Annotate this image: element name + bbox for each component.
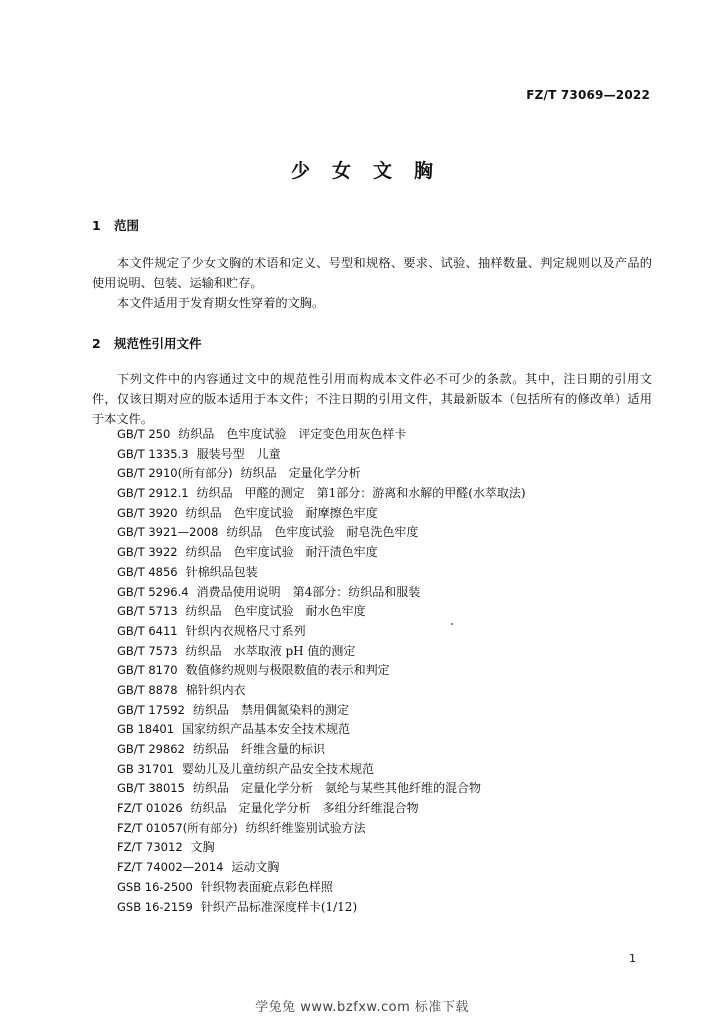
reference-code: GB/T 5296.4 [117, 584, 189, 599]
reference-code: FZ/T 01057(所有部分) [117, 820, 238, 835]
reference-title: 服装号型 儿童 [196, 446, 281, 461]
reference-item [117, 523, 526, 543]
section-1-title: 范围 [114, 218, 140, 233]
reference-item [117, 819, 526, 839]
section-2-number: 2 [92, 336, 101, 351]
reference-code: FZ/T 74002—2014 [117, 860, 224, 875]
page-number: 1 [629, 952, 636, 965]
reference-title: 文胸 [190, 840, 215, 855]
reference-title: 纺织品 色牢度试验 耐水色牢度 [185, 604, 366, 619]
reference-item [117, 563, 526, 583]
reference-code: GB 31701 [117, 761, 175, 776]
reference-code: FZ/T 01026 [117, 801, 183, 816]
section-1-paragraph-2: 本文件适用于发育期女性穿着的文胸。 [117, 296, 325, 310]
reference-item [117, 445, 526, 465]
reference-title: 棉针织内衣 [185, 682, 246, 697]
reference-title: 纺织品 色牢度试验 耐皂洗色牢度 [226, 525, 419, 540]
reference-title: 纺织品 色牢度试验 耐汗渍色牢度 [185, 545, 378, 560]
reference-code: GB 18401 [117, 722, 175, 737]
reference-title: 纺织品 色牢度试验 耐摩擦色牢度 [185, 505, 378, 520]
reference-item [117, 464, 526, 484]
reference-item [117, 642, 526, 662]
reference-code: GB/T 8170 [117, 663, 178, 678]
reference-item [117, 543, 526, 563]
reference-code: GB/T 3922 [117, 545, 178, 560]
reference-code: GB/T 4856 [117, 564, 178, 579]
reference-title: 运动文胸 [231, 860, 280, 875]
reference-title: 针织产品标准深度样卡(1/12) [200, 899, 358, 914]
reference-code: GB/T 250 [117, 427, 171, 441]
reference-code: FZ/T 73012 [117, 840, 183, 855]
reference-code: GSB 16-2159 [117, 899, 193, 914]
reference-item [117, 602, 526, 622]
reference-item [117, 661, 526, 681]
reference-code: GB/T 3920 [117, 505, 178, 520]
reference-title: 纺织品 禁用偶氮染料的测定 [192, 702, 349, 717]
reference-item [117, 720, 526, 740]
section-2-title: 规范性引用文件 [114, 336, 202, 351]
section-1-paragraph-1: 本文件规定了少女文胸的术语和定义、号型和规格、要求、试验、抽样数量、判定规则以及产品的使用说明、包装、运输和贮存。 [92, 256, 652, 290]
reference-title: 国家纺织产品基本安全技术规范 [182, 722, 351, 737]
reference-item [117, 425, 526, 445]
reference-title: 婴幼儿及儿童纺织产品安全技术规范 [182, 761, 375, 776]
reference-title: 针棉织品包装 [185, 564, 258, 579]
reference-item [117, 740, 526, 760]
reference-code: GB/T 7573 [117, 643, 178, 658]
reference-item [117, 799, 526, 819]
reference-code: GB/T 2912.1 [117, 486, 189, 501]
section-1-number: 1 [92, 218, 101, 233]
reference-item [117, 760, 526, 780]
reference-code: GB/T 6411 [117, 623, 178, 638]
scan-speck [451, 623, 453, 625]
reference-code: GB/T 38015 [117, 781, 185, 796]
reference-code: GB/T 5713 [117, 604, 178, 619]
reference-code: GB/T 8878 [117, 682, 178, 697]
document-title: 少女文胸 [290, 160, 455, 182]
reference-code: GB/T 2910(所有部分) [117, 466, 233, 481]
reference-title: 纺织品 定量化学分析 多组分纤维混合物 [190, 801, 419, 816]
reference-title: 纺织品 甲醛的测定 第1部分：游离和水解的甲醛(水萃取法) [196, 486, 526, 501]
reference-item [117, 484, 526, 504]
reference-title: 针织内衣规格尺寸系列 [185, 623, 306, 638]
reference-code: GB/T 29862 [117, 742, 185, 756]
reference-title: 纺织品 色牢度试验 评定变色用灰色样卡 [178, 427, 407, 441]
reference-item [117, 858, 526, 878]
reference-title: 纺织品 水萃取液 pH 值的测定 [185, 643, 356, 658]
reference-title: 消费品使用说明 第4部分：纺织品和服装 [196, 584, 421, 599]
reference-title: 纺织品 定量化学分析 氨纶与某些其他纤维的混合物 [192, 781, 481, 796]
reference-title: 针织物表面疵点彩色样照 [200, 879, 333, 894]
reference-title: 纺织纤维鉴别试验方法 [245, 820, 366, 835]
reference-title: 纺织品 纤维含量的标识 [192, 742, 325, 756]
reference-item [117, 681, 526, 701]
reference-list [117, 425, 526, 917]
reference-title: 纺织品 定量化学分析 [240, 466, 361, 481]
section-2-heading [92, 334, 202, 352]
reference-code: GSB 16-2500 [117, 879, 193, 894]
reference-code: GB/T 1335.3 [117, 446, 189, 461]
reference-item [117, 583, 526, 603]
reference-item [117, 838, 526, 858]
reference-item [117, 622, 526, 642]
section-2-intro: 下列文件中的内容通过文中的规范性引用而构成本文件必不可少的条款。其中，注日期的引用文件，仅该日期对应的版本适用于本文件；不注日期的引用文件，其最新版本（包括所有的修改单）适用于本文件。 [92, 372, 652, 426]
reference-item [117, 878, 526, 898]
reference-item [117, 898, 526, 918]
reference-item [117, 504, 526, 524]
standard-code: FZ/T 73069—2022 [526, 88, 650, 102]
section-1-heading [92, 216, 139, 234]
reference-item [117, 779, 526, 799]
reference-code: GB/T 17592 [117, 702, 185, 717]
reference-code: GB/T 3921—2008 [117, 525, 219, 540]
footer-watermark: 学兔兔 www.bzfxw.com 标准下载 [255, 1000, 469, 1015]
reference-title: 数值修约规则与极限数值的表示和判定 [185, 663, 390, 678]
reference-item [117, 701, 526, 721]
